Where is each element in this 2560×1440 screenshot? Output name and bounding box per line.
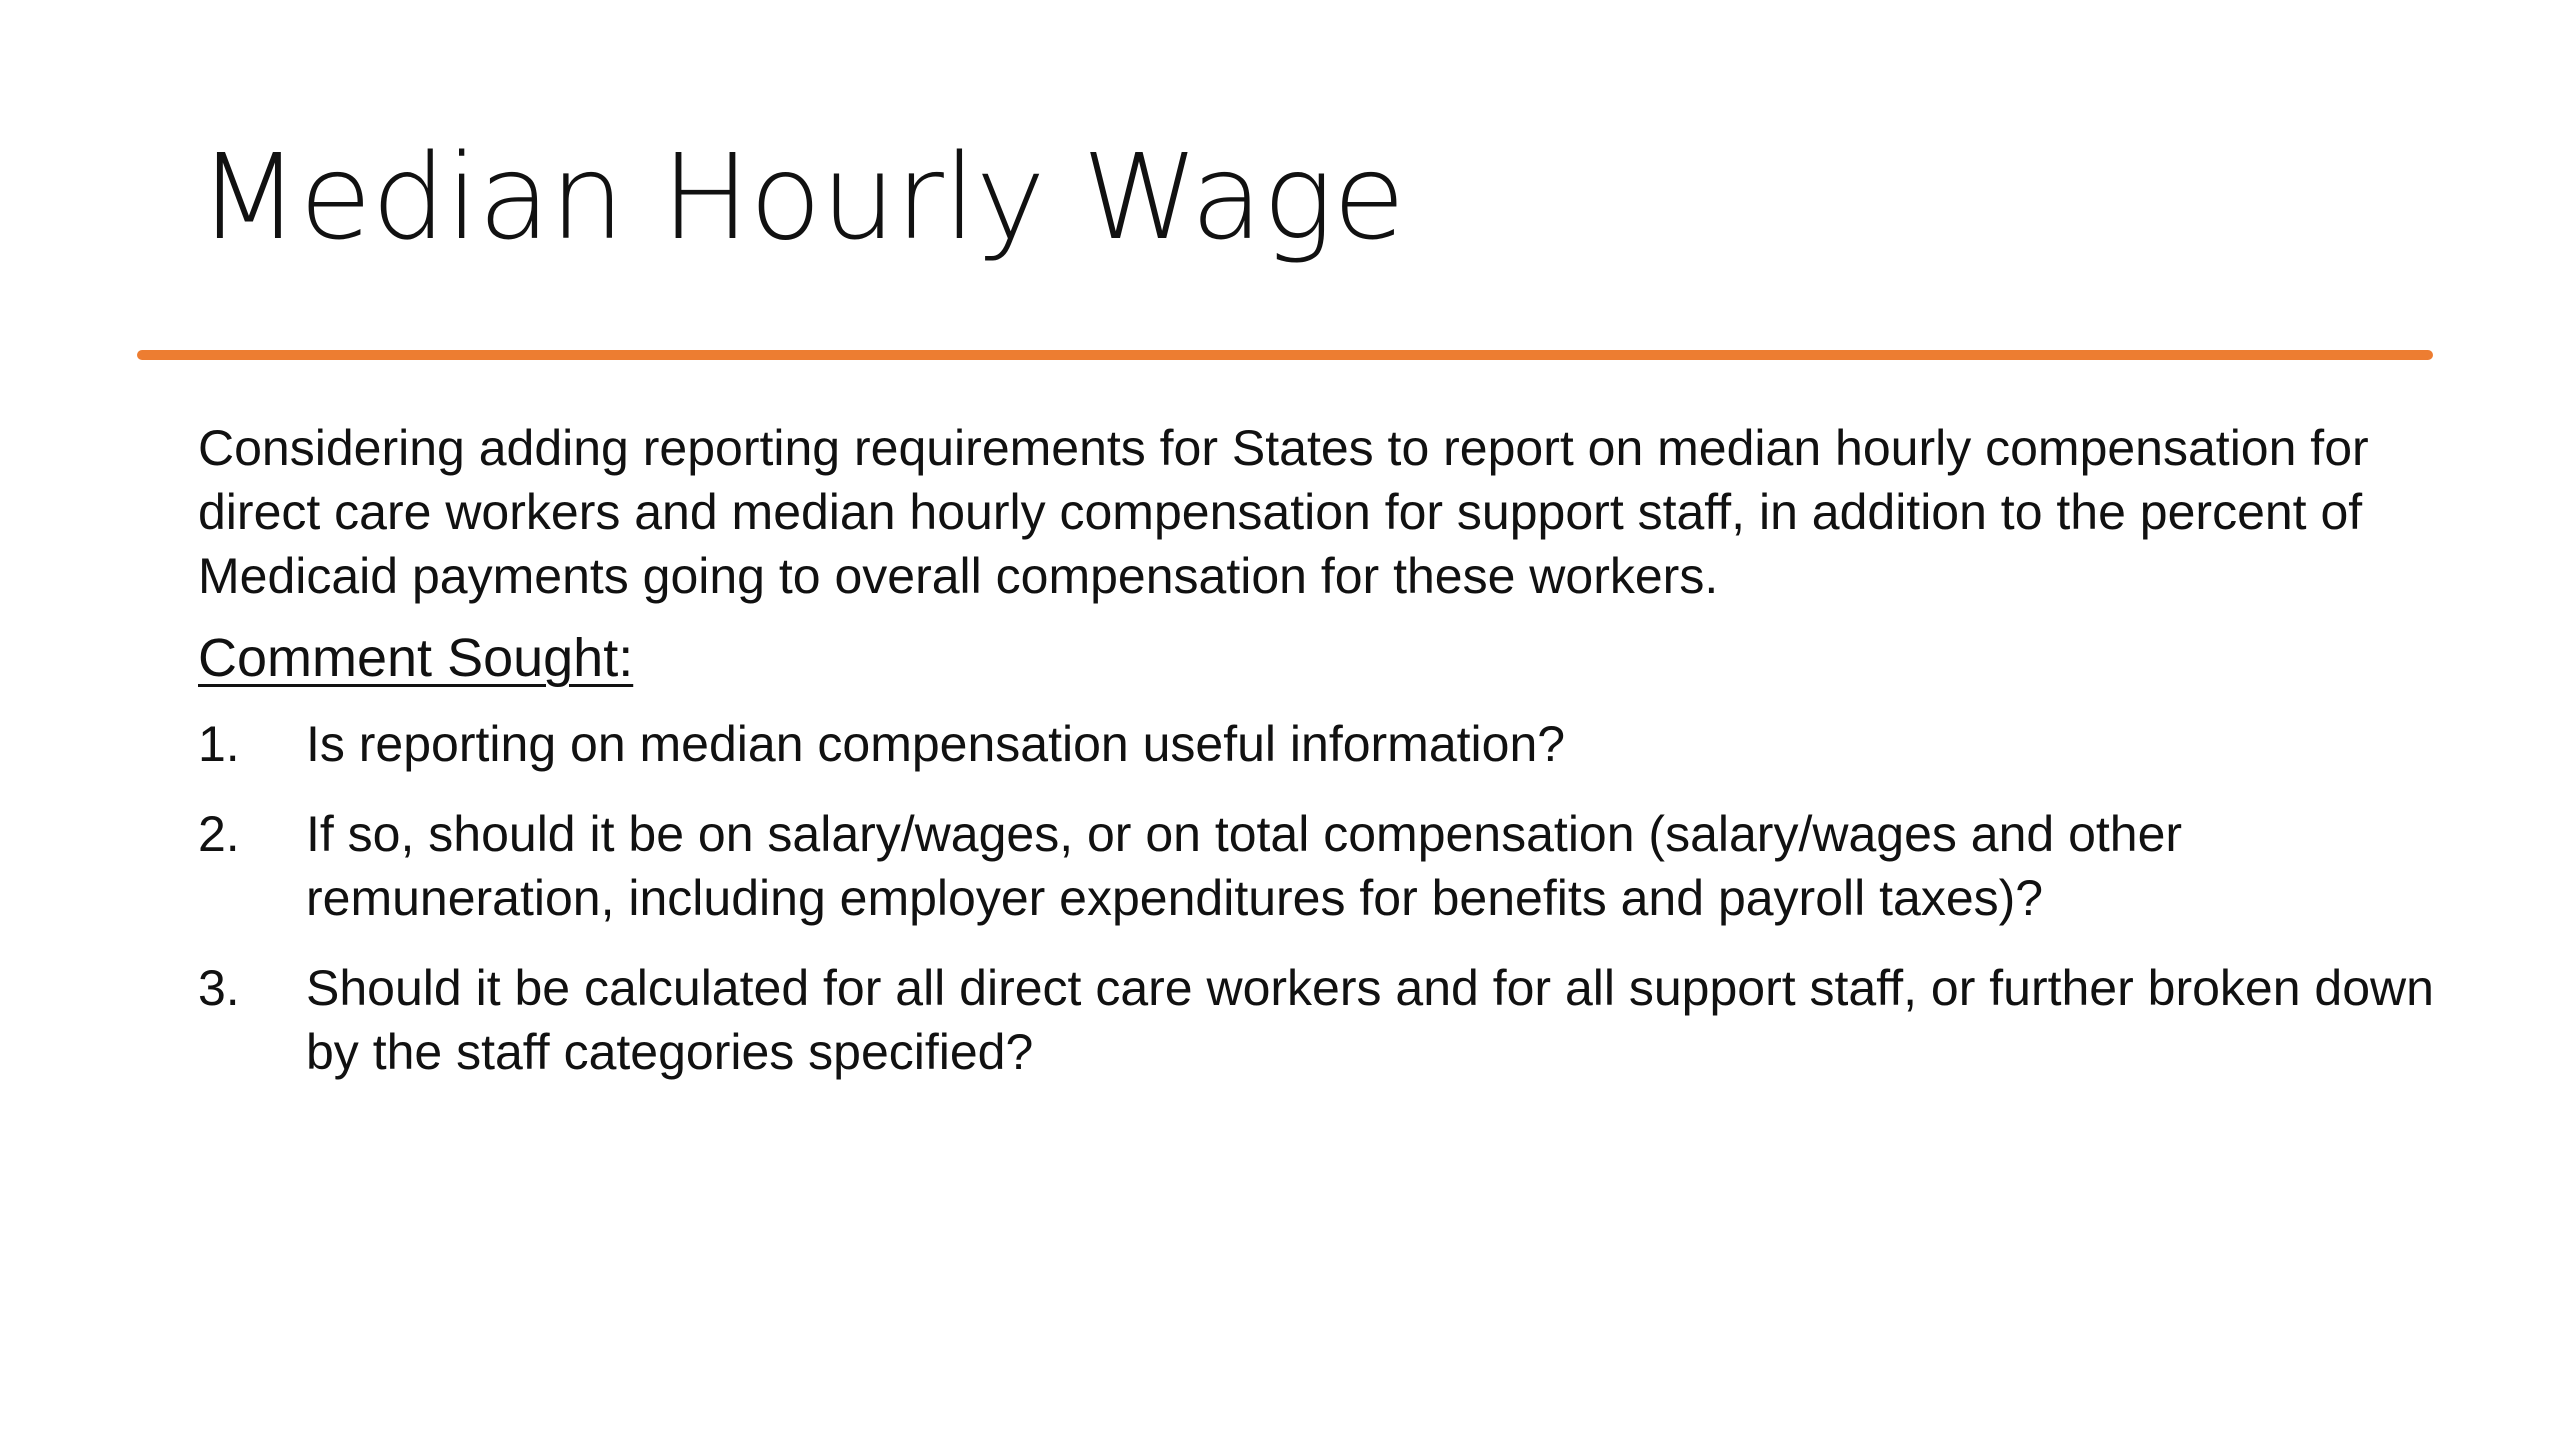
question-list — [198, 712, 2448, 1084]
question-item-3 — [198, 956, 2448, 1084]
comment-sought-heading: Comment Sought: — [198, 628, 634, 688]
question-item-1 — [198, 712, 2448, 776]
slide-title: Median Hourly Wage — [198, 128, 1405, 266]
question-number: 2. — [198, 806, 240, 862]
question-text: Should it be calculated for all direct care workers and for all support staff, or further broken down by the staff categories specified? — [306, 960, 2434, 1080]
question-text: Is reporting on median compensation useful information? — [306, 716, 1566, 772]
intro-paragraph: Considering adding reporting requirements for States to report on median hourly compensation for direct care workers and median hourly compensation for support staff, in addition to the percent of Medicaid payments going to overall compensation for these workers. — [198, 420, 2369, 604]
slide-body — [198, 416, 2448, 1110]
question-text: If so, should it be on salary/wages, or on total compensation (salary/wages and other remuneration, including employer expenditures for benefits and payroll taxes)? — [306, 806, 2183, 926]
question-number: 3. — [198, 960, 240, 1016]
question-item-2 — [198, 802, 2448, 930]
title-divider — [137, 350, 2433, 360]
question-number: 1. — [198, 716, 240, 772]
